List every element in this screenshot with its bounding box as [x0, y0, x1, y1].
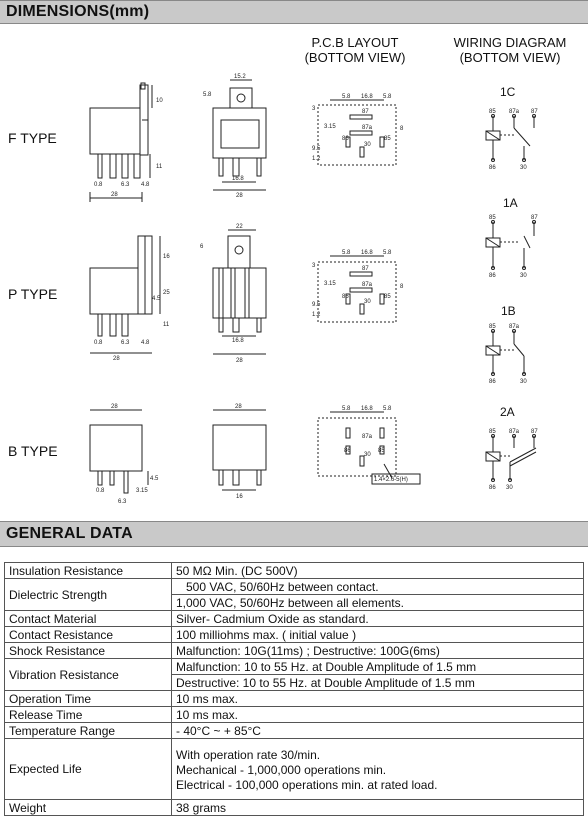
table-row: [5, 563, 584, 579]
w1c-pin-30: 30: [520, 165, 527, 171]
row-value: 1,000 VAC, 50/60Hz between all elements.: [172, 595, 584, 611]
wiring-code-1a: 1A: [503, 196, 518, 210]
row-label: Expected Life: [5, 739, 172, 800]
wiring-code-1c: 1C: [500, 85, 516, 99]
b-dim-4-5: 4.5: [150, 476, 159, 482]
expected-life-line: With operation rate 30/min.: [176, 747, 321, 762]
table-row: [5, 659, 584, 675]
table-row: [5, 691, 584, 707]
b-dim-0-8: 0.8: [96, 488, 105, 494]
wiring-diagram-1b: [486, 330, 526, 376]
pcb-f-pin-30: 30: [364, 142, 371, 148]
b-dim-6-3: 6.3: [118, 499, 127, 505]
w2a-pin-30: 30: [506, 485, 513, 491]
p-dim-16: 16: [163, 254, 170, 260]
f-dim-28: 28: [111, 192, 118, 198]
f-dim-11: 11: [156, 164, 163, 170]
w1c-pin-86: 86: [489, 165, 496, 171]
table-row: [5, 739, 584, 800]
f-dim-28b: 28: [236, 193, 243, 199]
pcb-p-pin-87a: 87a: [362, 282, 373, 288]
row-value: 10 ms max.: [172, 691, 584, 707]
pcb-p-dim-3: 3: [312, 263, 316, 269]
row-value: 38 grams: [172, 800, 584, 816]
table-row: [5, 707, 584, 723]
pcb-p-pin-87: 87: [362, 266, 369, 272]
pcb-f-dim-16-8: 16.8: [361, 94, 373, 100]
row-label: Dielectric Strength: [5, 579, 172, 611]
row-value: [172, 739, 584, 800]
pcb-p-dim-16-8: 16.8: [361, 250, 373, 256]
pcb-f-dim-3: 3: [312, 106, 316, 112]
p-dim-25: 25: [163, 290, 170, 296]
pcb-p-pin-86: 86: [342, 294, 349, 300]
row-label: Temperature Range: [5, 723, 172, 739]
pcb-b-dim-5-8b: 5.8: [383, 406, 392, 412]
p-dim-4-8: 4.8: [141, 340, 150, 346]
row-label: Shock Resistance: [5, 643, 172, 659]
f-dim-4-8: 4.8: [141, 182, 150, 188]
row-value: 500 VAC, 50/60Hz between contact.: [172, 579, 584, 595]
f-dim-6-3: 6.3: [121, 182, 130, 188]
w1c-pin-85: 85: [489, 109, 496, 115]
wiring-diagram-title: WIRING DIAGRAM: [453, 35, 567, 50]
f-dim-5-8: 5.8: [203, 92, 212, 98]
pcb-f-pin-87a: 87a: [362, 125, 373, 131]
p-dim-6: 6: [200, 244, 204, 250]
pcb-f-pin-87: 87: [362, 109, 369, 115]
w1c-pin-87a: 87a: [509, 109, 520, 115]
row-label: Release Time: [5, 707, 172, 723]
wiring-diagram-subtitle: (BOTTOM VIEW): [459, 50, 561, 65]
b-dim-3-15: 3.15: [136, 488, 148, 494]
pcb-b-hole-note: 1.4×2.6-5(H): [374, 477, 408, 483]
pcb-layout-b: [318, 412, 420, 484]
w2a-pin-87a: 87a: [509, 429, 520, 435]
wiring-code-2a: 2A: [500, 405, 515, 419]
pcb-f-dim-3-15: 3.15: [324, 124, 336, 130]
dimensions-title: DIMENSIONS(mm): [6, 3, 150, 20]
pcb-b-pin-85: 85: [378, 448, 385, 454]
table-row: [5, 627, 584, 643]
wiring-diagram-1c: [486, 115, 536, 162]
pcb-b-dim-5-8a: 5.8: [342, 406, 351, 412]
expected-life-line: Electrical - 100,000 operations min. at rated load.: [176, 777, 438, 792]
pcb-f-dim-5-8b: 5.8: [383, 94, 392, 100]
w2a-pin-85: 85: [489, 429, 496, 435]
row-label: Insulation Resistance: [5, 563, 172, 579]
w1b-pin-85: 85: [489, 324, 496, 330]
pcb-p-dim-5-8b: 5.8: [383, 250, 392, 256]
p-dim-28b: 28: [236, 358, 243, 364]
pcb-p-dim-3-15: 3.15: [324, 281, 336, 287]
row-value: 100 milliohms max. ( initial value ): [172, 627, 584, 643]
pcb-p-dim-9-5: 9.5: [312, 302, 321, 308]
w2a-pin-87: 87: [531, 429, 538, 435]
type-label-f: F TYPE: [8, 130, 57, 146]
row-value: 50 MΩ Min. (DC 500V): [172, 563, 584, 579]
pcb-p-pin-85: 85: [384, 294, 391, 300]
row-value: 10 ms max.: [172, 707, 584, 723]
pcb-layout-f: [318, 100, 396, 165]
b-type-front-view: [213, 410, 266, 490]
row-value: - 40°C ~ + 85°C: [172, 723, 584, 739]
pcb-f-dim-9-5: 9.5: [312, 146, 321, 152]
pcb-b-pin-87a: 87a: [362, 434, 373, 440]
row-value: Silver- Cadmium Oxide as standard.: [172, 611, 584, 627]
b-dim-28: 28: [111, 404, 118, 410]
general-data-title: GENERAL DATA: [6, 525, 133, 542]
table-row: [5, 723, 584, 739]
w1a-pin-86: 86: [489, 273, 496, 279]
row-value: Malfunction: 10 to 55 Hz. at Double Amplitude of 1.5 mm: [172, 659, 584, 675]
w2a-pin-86: 86: [489, 485, 496, 491]
w1a-pin-85: 85: [489, 215, 496, 221]
b-type-side-view: [90, 410, 148, 493]
pcb-f-dim-1-2: 1.2: [312, 156, 321, 162]
pcb-p-pin-30: 30: [364, 299, 371, 305]
row-label: Contact Material: [5, 611, 172, 627]
p-dim-28: 28: [113, 356, 120, 362]
p-type-front-view: [213, 230, 266, 354]
pcb-p-dim-1-2: 1.2: [312, 312, 321, 318]
f-type-front-view: [213, 80, 266, 190]
p-type-side-view: [90, 236, 160, 353]
w1b-pin-86: 86: [489, 379, 496, 385]
table-row: [5, 579, 584, 595]
table-row: [5, 800, 584, 816]
pcb-f-dim-8: 8: [400, 126, 404, 132]
f-dim-10: 10: [156, 98, 163, 104]
pcb-layout-subtitle: (BOTTOM VIEW): [304, 50, 406, 65]
p-dim-16-8: 16.8: [232, 338, 244, 344]
wiring-diagram-2a: [486, 435, 536, 482]
b-dim-28b: 28: [235, 404, 242, 410]
pcb-b-pin-86: 86: [344, 448, 351, 454]
row-value: Destructive: 10 to 55 Hz. at Double Amplitude of 1.5 mm: [172, 675, 584, 691]
pcb-f-pin-85: 85: [384, 136, 391, 142]
wiring-code-1b: 1B: [501, 304, 516, 318]
w1b-pin-87a: 87a: [509, 324, 520, 330]
b-dim-16: 16: [236, 494, 243, 500]
row-label: Contact Resistance: [5, 627, 172, 643]
w1a-pin-30: 30: [520, 273, 527, 279]
f-dim-15-2: 15.2: [234, 74, 246, 80]
pcb-b-pin-30: 30: [364, 452, 371, 458]
wiring-diagram-1a: [486, 221, 536, 270]
row-value: Malfunction: 10G(11ms) ; Destructive: 100G(6ms): [172, 643, 584, 659]
row-label: Vibration Resistance: [5, 659, 172, 691]
general-data-table: [4, 562, 584, 816]
w1b-pin-30: 30: [520, 379, 527, 385]
pcb-layout-title: P.C.B LAYOUT: [311, 35, 399, 50]
general-data-header: [0, 521, 588, 547]
type-label-b: B TYPE: [8, 443, 58, 459]
w1a-pin-87: 87: [531, 215, 538, 221]
row-label: Operation Time: [5, 691, 172, 707]
p-dim-11: 11: [163, 322, 170, 328]
p-dim-0-8: 0.8: [94, 340, 103, 346]
row-label: Weight: [5, 800, 172, 816]
table-row: [5, 643, 584, 659]
pcb-f-pin-86: 86: [342, 136, 349, 142]
pcb-p-dim-8: 8: [400, 284, 404, 290]
f-dim-0-8: 0.8: [94, 182, 103, 188]
table-row: [5, 611, 584, 627]
p-dim-4-5: 4.5: [152, 296, 161, 302]
pcb-b-dim-16-8: 16.8: [361, 406, 373, 412]
f-dim-16-8: 16.8: [232, 176, 244, 182]
pcb-p-dim-5-8a: 5.8: [342, 250, 351, 256]
p-dim-6-3: 6.3: [121, 340, 130, 346]
expected-life-line: Mechanical - 1,000,000 operations min.: [176, 762, 387, 777]
p-dim-22: 22: [236, 224, 243, 230]
pcb-layout-p: [318, 256, 396, 322]
w1c-pin-87: 87: [531, 109, 538, 115]
type-label-p: P TYPE: [8, 286, 58, 302]
pcb-f-dim-5-8a: 5.8: [342, 94, 351, 100]
